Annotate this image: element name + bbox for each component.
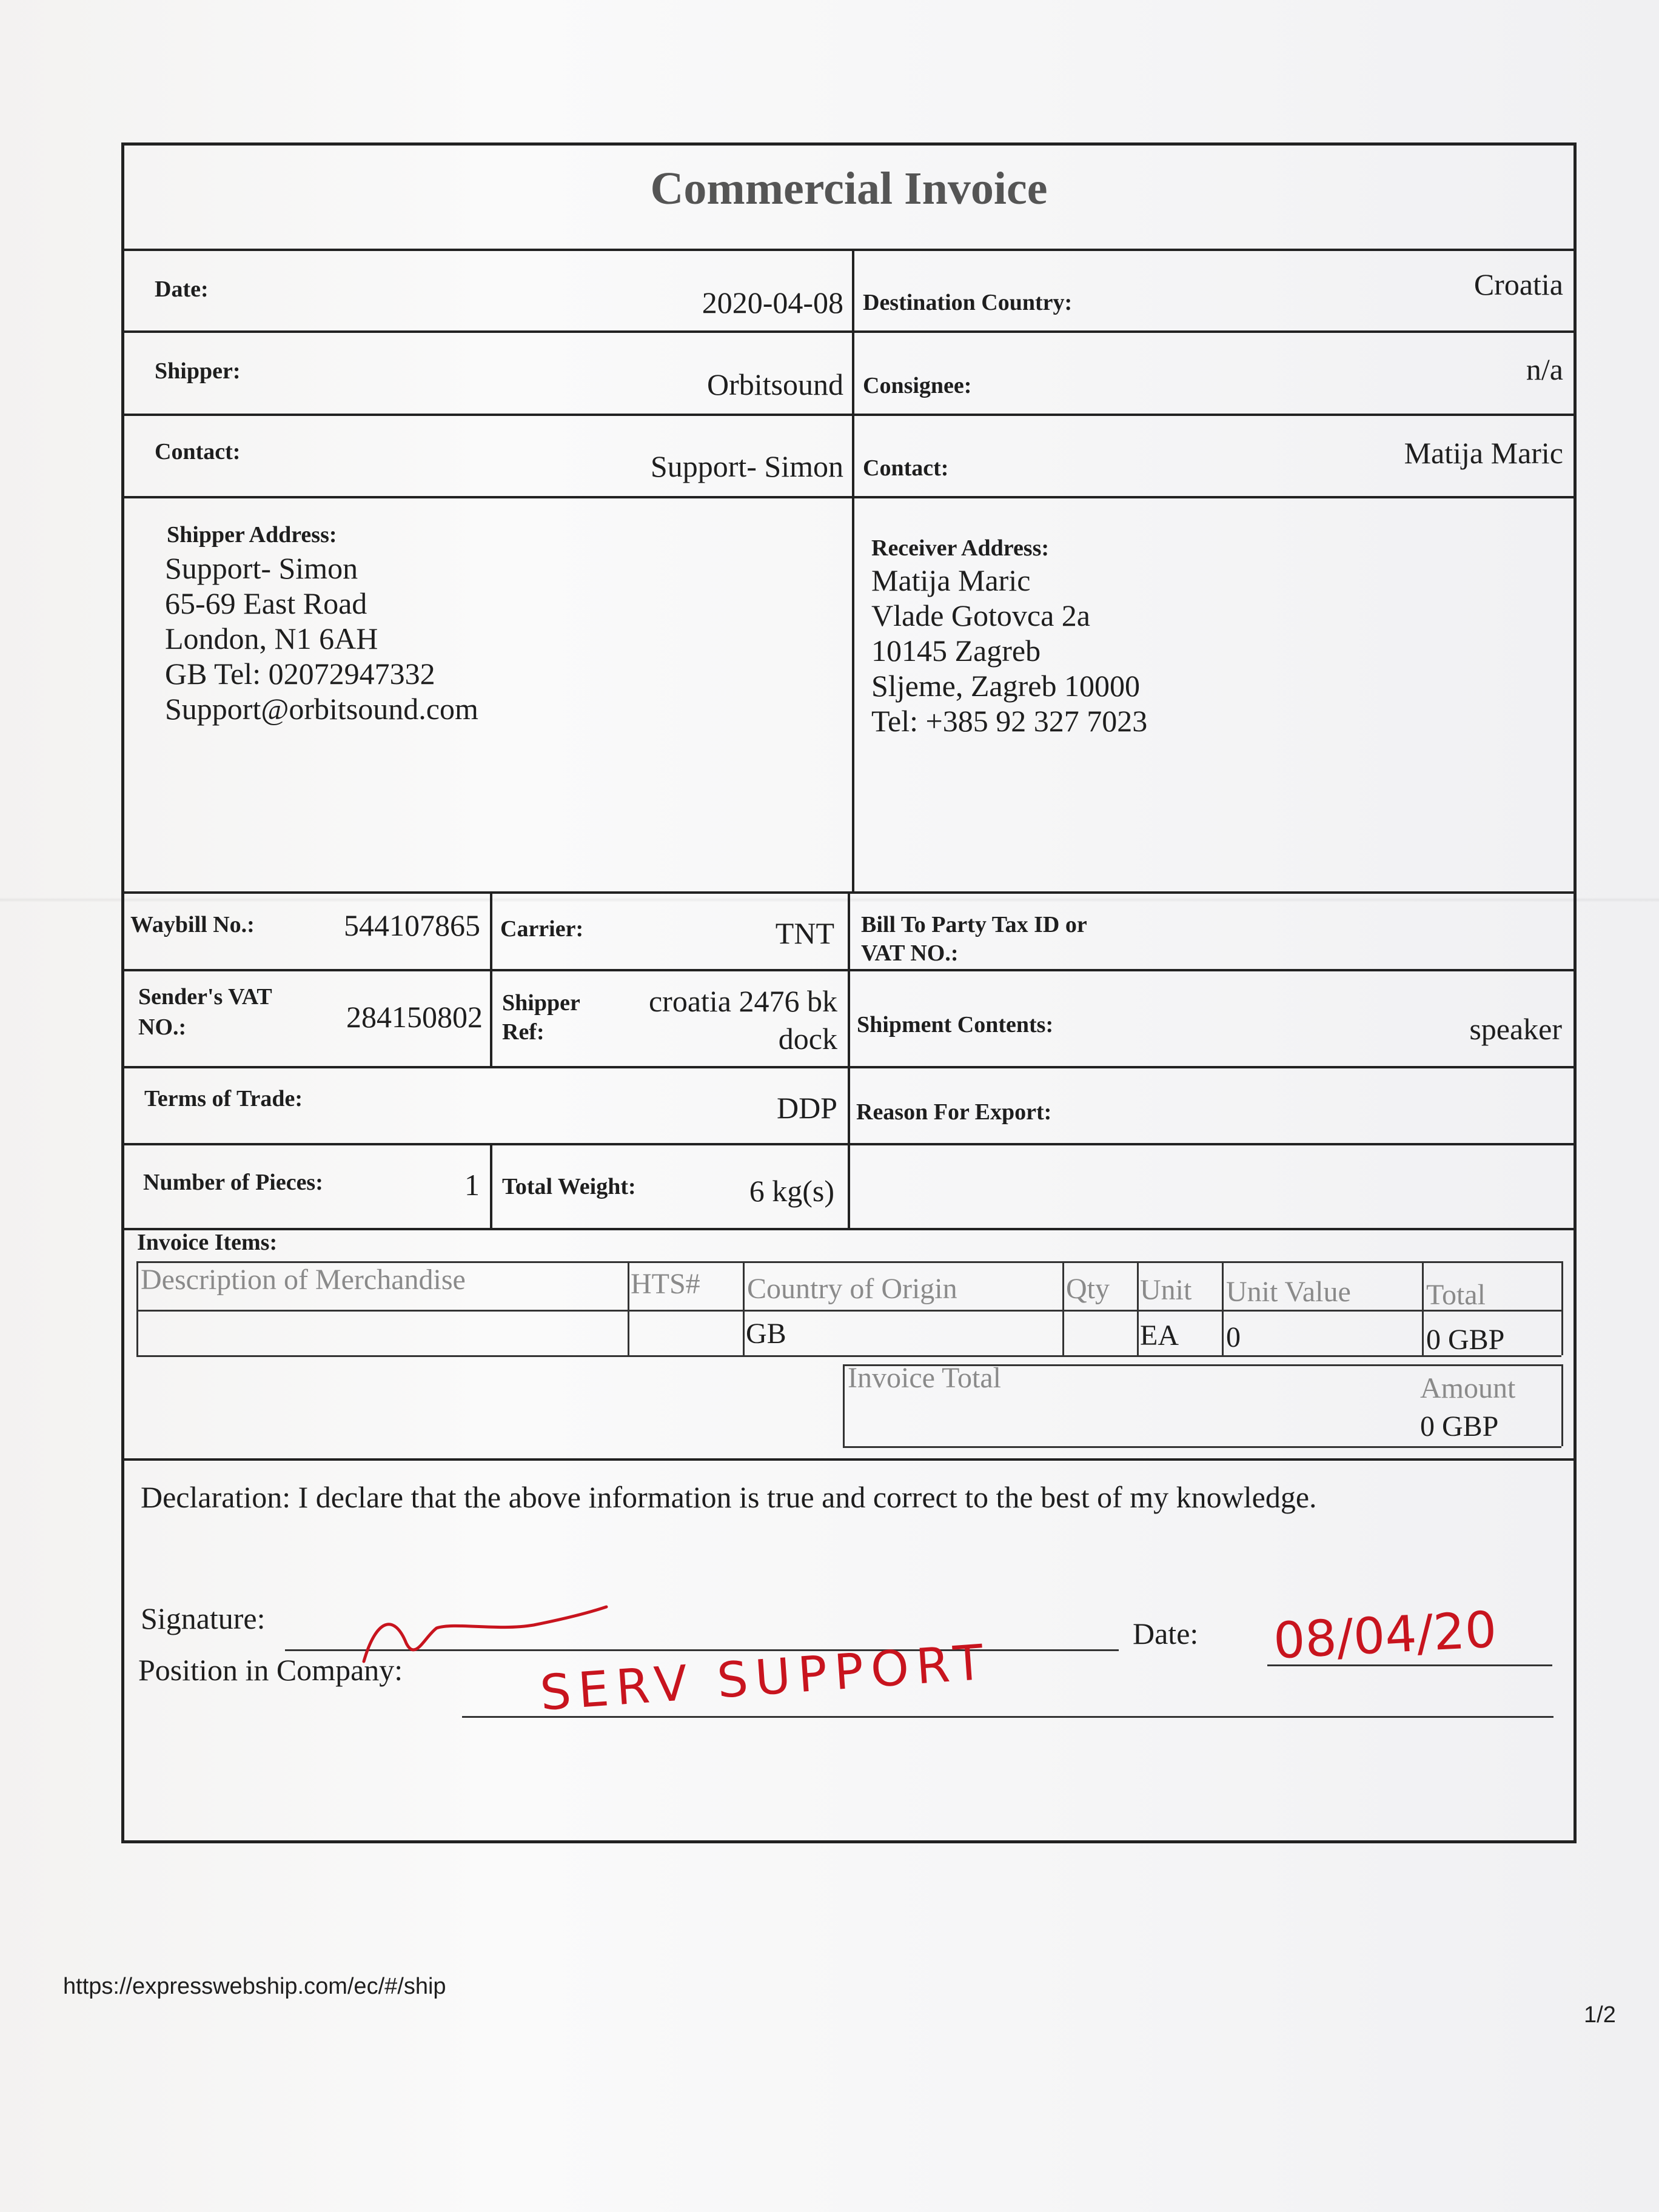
shipper-address-line: London, N1 6AH <box>165 622 378 655</box>
items-header-unit-value: Unit Value <box>1226 1276 1351 1308</box>
items-header-unit: Unit <box>1140 1274 1192 1306</box>
destination-value: Croatia <box>1473 267 1563 301</box>
receiver-address-line: Sljeme, Zagreb 10000 <box>871 669 1140 703</box>
waybill-value: 544107865 <box>344 908 480 942</box>
items-header-hts: HTS# <box>631 1268 700 1300</box>
sender-vat-label-2: NO.: <box>138 1014 187 1040</box>
invoice-items-label: Invoice Items: <box>137 1230 278 1255</box>
items-table-bottom <box>136 1355 1561 1357</box>
total-box-right <box>1561 1364 1563 1446</box>
sender-vat-label: Sender's VAT <box>138 984 272 1010</box>
rule-row3 <box>121 496 1577 498</box>
receiver-address-line: 10145 Zagreb <box>871 634 1041 668</box>
destination-label: Destination Country: <box>863 290 1073 315</box>
reason-label: Reason For Export: <box>856 1099 1052 1125</box>
rule-col-a <box>490 891 492 1066</box>
weight-label: Total Weight: <box>502 1174 636 1199</box>
items-cell-origin: GB <box>746 1318 786 1350</box>
receiver-address-label: Receiver Address: <box>871 535 1050 561</box>
items-header-description: Description of Merchandise <box>141 1264 466 1296</box>
invoice-title: Commercial Invoice <box>650 163 1048 214</box>
rule-row2 <box>121 414 1577 416</box>
total-box-bottom <box>843 1446 1561 1448</box>
items-cell-unit-value: 0 <box>1226 1321 1241 1353</box>
receiver-address-line: Vlade Gotovca 2a <box>871 598 1090 632</box>
rule-items-section <box>121 1458 1577 1461</box>
items-col <box>1222 1261 1224 1355</box>
date-signature-label: Date: <box>1133 1617 1199 1651</box>
shipper-address-line: Support@orbitsound.com <box>165 692 478 726</box>
handwritten-date: 08/04/20 <box>1272 1601 1498 1671</box>
consignee-label: Consignee: <box>863 373 972 398</box>
rule-col-a2 <box>490 1143 492 1228</box>
rule-ship4 <box>121 1228 1577 1230</box>
shipper-contact-label: Contact: <box>155 439 241 464</box>
carrier-label: Carrier: <box>500 916 584 942</box>
items-col <box>743 1261 745 1355</box>
sender-vat-value: 284150802 <box>346 1000 483 1034</box>
page-number: 1/2 <box>1584 2002 1616 2028</box>
date-value: 2020-04-08 <box>702 286 843 320</box>
pieces-label: Number of Pieces: <box>143 1170 323 1195</box>
shipper-contact-value: Support- Simon <box>650 449 843 483</box>
contents-value: speaker <box>1469 1012 1562 1046</box>
shipper-ref-value-2: dock <box>778 1022 837 1056</box>
shipper-address-label: Shipper Address: <box>167 522 337 548</box>
declaration-text: Declaration: I declare that the above information is true and correct to the best of my knowledge. <box>141 1480 1317 1514</box>
amount-label: Amount <box>1420 1372 1516 1404</box>
bill-to-label-2: VAT NO.: <box>861 940 959 966</box>
items-header-origin: Country of Origin <box>747 1273 957 1305</box>
terms-label: Terms of Trade: <box>144 1086 303 1111</box>
items-header-total: Total <box>1426 1279 1486 1311</box>
position-line <box>462 1716 1553 1718</box>
receiver-address-line: Tel: +385 92 327 7023 <box>871 704 1148 738</box>
handwritten-position: SERV SUPPORT <box>538 1634 993 1721</box>
receiver-contact-value: Matija Maric <box>1404 436 1563 470</box>
signature-label: Signature: <box>141 1601 266 1635</box>
terms-value: DDP <box>776 1091 837 1125</box>
items-col <box>136 1261 138 1355</box>
items-cell-total: 0 GBP <box>1426 1324 1505 1356</box>
items-col <box>628 1261 629 1355</box>
pieces-value: 1 <box>464 1168 480 1202</box>
total-box-left <box>843 1364 845 1446</box>
footer-url: https://expresswebship.com/ec/#/ship <box>63 1974 446 1999</box>
items-col <box>1422 1261 1424 1355</box>
invoice-total-label: Invoice Total <box>848 1362 1002 1394</box>
carrier-value: TNT <box>775 916 834 950</box>
receiver-address-line: Matija Maric <box>871 563 1031 597</box>
shipper-value: Orbitsound <box>707 367 843 401</box>
receiver-contact-label: Contact: <box>863 455 949 481</box>
rule-center-top <box>852 249 854 891</box>
shipper-ref-value: croatia 2476 bk <box>648 984 837 1018</box>
items-header-qty: Qty <box>1066 1273 1110 1305</box>
consignee-value: n/a <box>1526 352 1563 386</box>
items-table-mid <box>136 1310 1561 1312</box>
date-label: Date: <box>155 276 209 302</box>
shipper-ref-label-2: Ref: <box>502 1019 545 1045</box>
rule-center-mid <box>848 891 850 1228</box>
items-col <box>1561 1261 1563 1355</box>
shipper-ref-label: Shipper <box>502 990 580 1016</box>
shipper-label: Shipper: <box>155 358 241 384</box>
items-col <box>1062 1261 1064 1355</box>
weight-value: 6 kg(s) <box>749 1174 834 1208</box>
rule-row1 <box>121 330 1577 333</box>
shipper-address-line: Support- Simon <box>165 551 358 585</box>
waybill-label: Waybill No.: <box>130 912 255 937</box>
items-cell-unit: EA <box>1140 1319 1179 1352</box>
contents-label: Shipment Contents: <box>857 1012 1054 1037</box>
rule-title <box>121 249 1577 251</box>
amount-value: 0 GBP <box>1420 1410 1499 1443</box>
position-label: Position in Company: <box>138 1653 403 1687</box>
shipper-address-line: GB Tel: 02072947332 <box>165 657 435 691</box>
bill-to-label: Bill To Party Tax ID or <box>861 912 1087 937</box>
shipper-address-line: 65-69 East Road <box>165 586 367 620</box>
items-col <box>1137 1261 1139 1355</box>
